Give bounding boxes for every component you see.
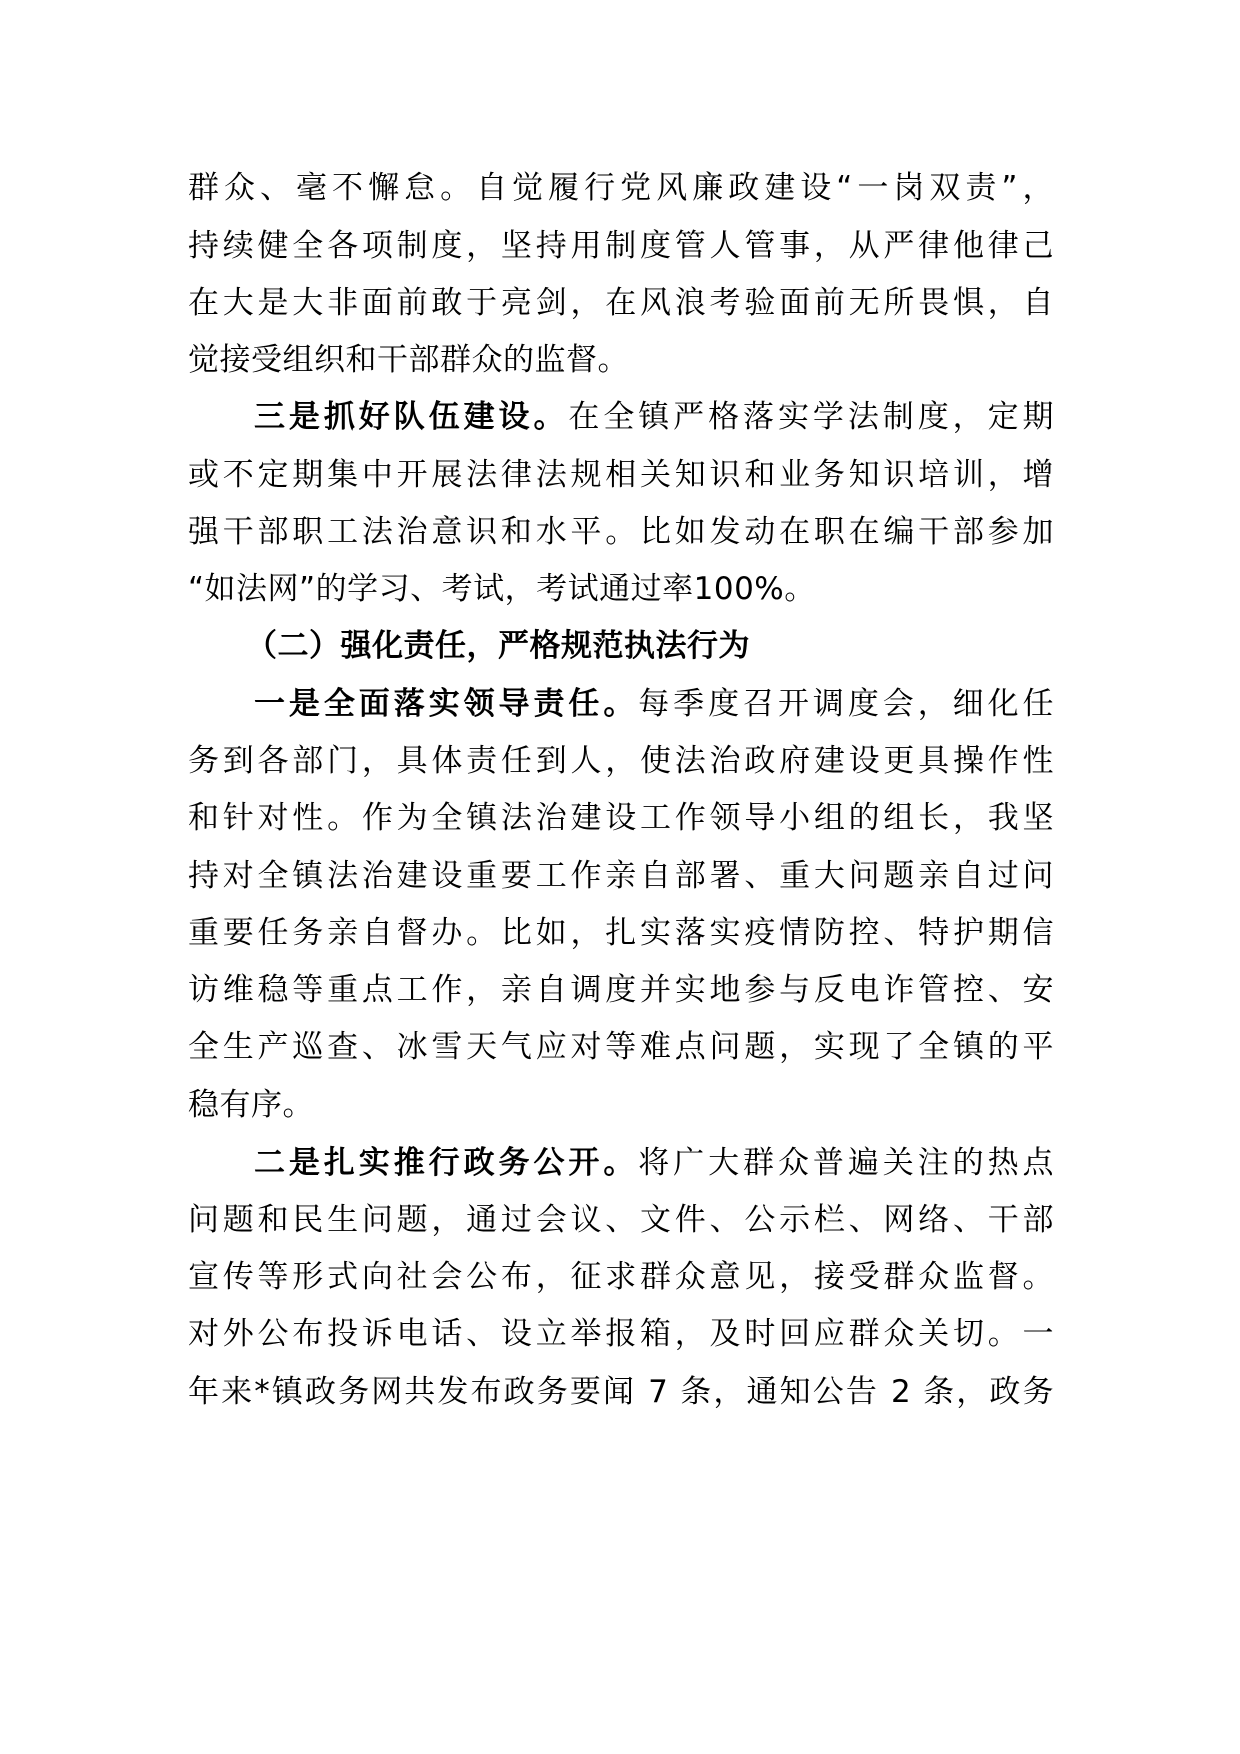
paragraph-b-line-1 bbox=[254, 397, 1054, 437]
paragraph-d-line-1 bbox=[254, 1143, 1054, 1183]
paragraph-d-line-3: 宣传等形式向社会公布，征求群众意见，接受群众监督。 bbox=[188, 1259, 1054, 1295]
paragraph-b-line-4: “如法网”的学习、考试，考试通过率100%。 bbox=[188, 571, 816, 607]
paragraph-c-line-6: 访维稳等重点工作，亲自调度并实地参与反电诈管控、安 bbox=[188, 972, 1054, 1008]
paragraph-c-line-2: 务到各部门，具体责任到人，使法治政府建设更具操作性 bbox=[188, 743, 1054, 779]
paragraph-d-line-4: 对外公布投诉电话、设立举报箱，及时回应群众关切。一 bbox=[188, 1316, 1054, 1352]
paragraph-c-line-8: 稳有序。 bbox=[188, 1087, 314, 1123]
paragraph-d-line-1-rest: 将广大群众普遍关注的热点 bbox=[638, 1145, 1054, 1181]
paragraph-c-line-1 bbox=[254, 684, 1054, 724]
paragraph-d-line-2: 问题和民生问题，通过会议、文件、公示栏、网络、干部 bbox=[188, 1202, 1054, 1238]
paragraph-a-line-1: 群众、毫不懈怠。自觉履行党风廉政建设“一岗双责”， bbox=[188, 170, 1054, 206]
paragraph-d-line-5: 年来*镇政务网共发布政务要闻 7 条，通知公告 2 条，政务 bbox=[188, 1374, 1054, 1410]
paragraph-d-lead: 二是扎实推行政务公开。 bbox=[254, 1145, 639, 1181]
paragraph-c-lead: 一是全面落实领导责任。 bbox=[254, 686, 639, 722]
paragraph-c-line-3: 和针对性。作为全镇法治建设工作领导小组的组长，我坚 bbox=[188, 800, 1054, 836]
paragraph-c-line-5: 重要任务亲自督办。比如，扎实落实疫情防控、特护期信 bbox=[188, 915, 1054, 951]
section-heading: （二）强化责任，严格规范执法行为 bbox=[246, 628, 750, 664]
paragraph-b-line-3: 强干部职工法治意识和水平。比如发动在职在编干部参加 bbox=[188, 514, 1054, 550]
paragraph-c-line-1-rest: 每季度召开调度会，细化任 bbox=[638, 686, 1054, 722]
paragraph-c-line-4: 持对全镇法治建设重要工作亲自部署、重大问题亲自过问 bbox=[188, 858, 1054, 894]
paragraph-b-line-1-rest: 在全镇严格落实学法制度，定期 bbox=[568, 399, 1055, 435]
paragraph-c-line-7: 全生产巡查、冰雪天气应对等难点问题，实现了全镇的平 bbox=[188, 1029, 1054, 1065]
paragraph-b-lead: 三是抓好队伍建设。 bbox=[254, 399, 569, 435]
paragraph-a-line-2: 持续健全各项制度，坚持用制度管人管事，从严律他律己 bbox=[188, 228, 1054, 264]
paragraph-b-line-2: 或不定期集中开展法律法规相关知识和业务知识培训，增 bbox=[188, 457, 1054, 493]
paragraph-a-line-4: 觉接受组织和干部群众的监督。 bbox=[188, 342, 629, 378]
paragraph-a-line-3: 在大是大非面前敢于亮剑，在风浪考验面前无所畏惧，自 bbox=[188, 285, 1054, 321]
